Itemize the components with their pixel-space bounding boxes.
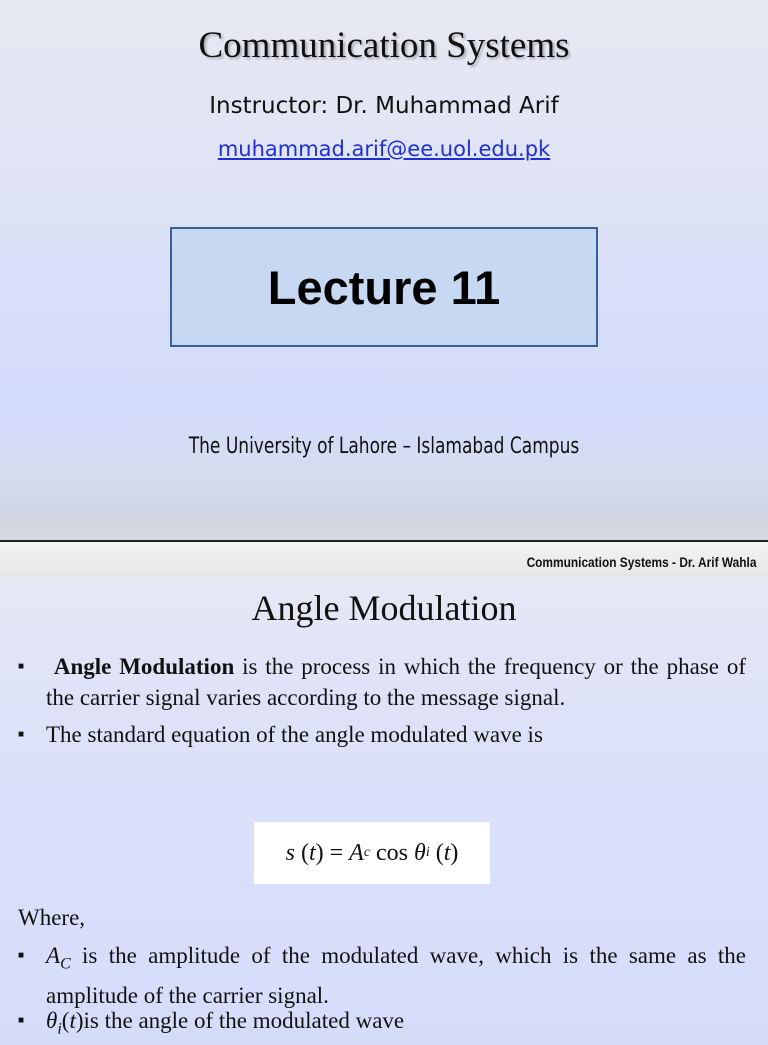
definition-text: is the process in which the frequency or the phase of the carrier signal varies according to the message signal.	[46, 654, 747, 710]
angle-text: is the angle of the modulated wave	[83, 1008, 405, 1033]
bullet-definition	[46, 651, 746, 713]
instructor-email-link[interactable]: muhammad.arif@ee.uol.edu.pk	[217, 137, 551, 161]
course-title: Communication Systems	[198, 25, 570, 66]
bullet-marker: ■	[18, 950, 25, 961]
bullet-marker: ■	[18, 729, 25, 740]
lecture-number-box	[170, 227, 598, 347]
bullet-marker: ■	[18, 1015, 25, 1026]
slide-title: Angle Modulation	[251, 588, 517, 628]
slide-footer	[0, 540, 768, 577]
content-slide	[0, 577, 768, 1038]
bullet-marker: ■	[18, 661, 25, 672]
footer-text: Communication Systems - Dr. Arif Wahla	[526, 554, 756, 570]
bold-term: Angle Modulation	[53, 654, 235, 679]
bullet-amplitude: $A_C$ is the amplitude of the modulated wave, which is the same as the amplitude of the carrier signal.	[46, 943, 746, 1008]
bullet-equation-intro: The standard equation of the angle modulated wave is	[46, 722, 543, 747]
university-name: The University of Lahore – Islamabad Campus	[188, 434, 580, 459]
instructor-name: Instructor: Dr. Muhammad Arif	[209, 93, 559, 119]
amplitude-text: is the amplitude of the modulated wave, which is the same as the amplitude of the carrier signal.	[46, 943, 746, 1008]
where-label: Where,	[18, 905, 86, 930]
bullet-angle: $\theta_i(t)is$ the angle of the modulated wave	[46, 1008, 405, 1038]
equation-box: s ( t ) = A c cos θ i ( t )	[254, 822, 490, 884]
lecture-number: Lecture 11	[267, 260, 501, 314]
bottom-band	[0, 480, 768, 542]
